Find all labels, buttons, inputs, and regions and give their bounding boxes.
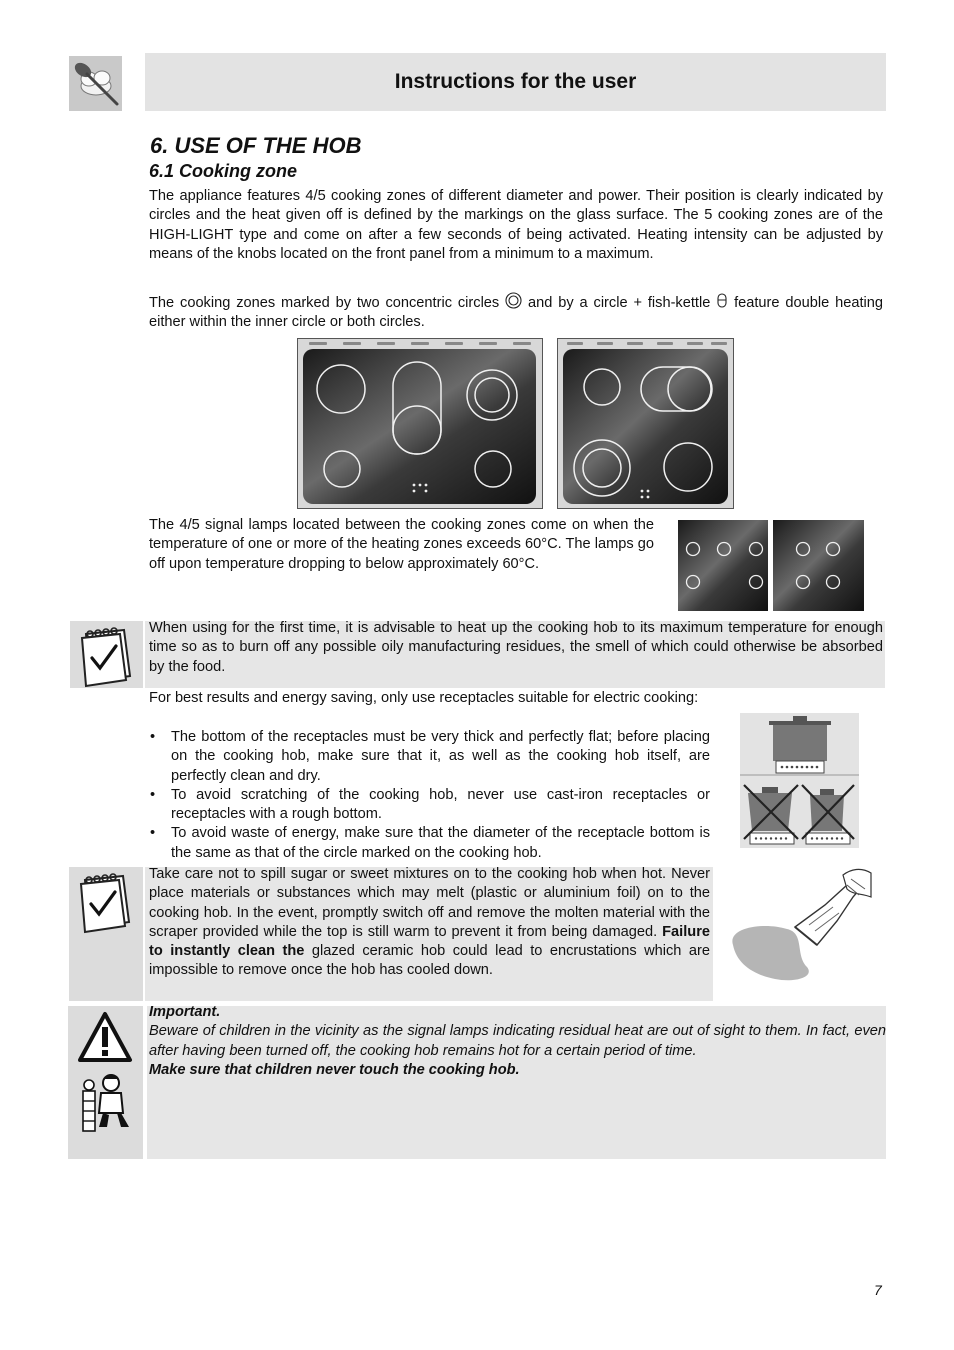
list-item: • The bottom of the receptacles must be very thick and perfectly flat; before placing on the cooking hob, make sure that it, as well as the cooking hob itself, are perfectly clean and dry. (149, 728, 710, 786)
list-item: • To avoid scratching of the cooking hob, never use cast-iron receptacles or receptacles with a rough bottom. (149, 786, 710, 825)
sugar-spill-note (149, 865, 710, 981)
warning-heading: Important. (149, 1004, 221, 1020)
double-heating-paragraph (149, 291, 883, 333)
sugar-spill-text-c: glazed ceramic hob could lead to encrustations which are impossible to remove once the hob has cooled down. (149, 943, 710, 979)
warning-body: Beware of children in the vicinity as the signal lamps indicating residual heat are out of sight to them. In fact, even after having been turned off, the cooking hob remains hot for a certain period of time. (149, 1023, 886, 1059)
pots-illustration (740, 713, 859, 848)
section-title: 6. USE OF THE HOB (150, 133, 362, 158)
header-bar (145, 53, 886, 111)
page-number: 7 (874, 1282, 882, 1298)
notepad-check-icon (70, 621, 143, 688)
children-icon (77, 1071, 135, 1138)
list-item: • To avoid waste of energy, make sure that the diameter of the receptacle bottom is the same as that of the circle marked on the cooking hob. (149, 824, 710, 863)
sugar-spill-text-a: Take care not to spill sugar or sweet mixtures on to the cooking hob when hot. Never place materials or substances which may melt (plastic or aluminium foil) on to the cooking hob. In the event, promptly switch off and remove the molten material with the scraper provided while the top is still warm to prevent it from being damaged. (149, 866, 710, 940)
receptacles-list (149, 728, 710, 863)
warning-area (68, 1006, 143, 1159)
notepad-check-icon (69, 867, 143, 1001)
warning-final: Make sure that children never touch the cooking hob. (149, 1061, 520, 1078)
double-heating-text-c: feature double heating either within the inner circle or both circles. (149, 295, 883, 331)
double-circle-icon (505, 295, 522, 311)
receptacles-intro: For best results and energy saving, only use receptacles suitable for electric cooking: (149, 690, 699, 706)
logo-icon (69, 56, 122, 111)
double-heating-text-a: The cooking zones marked by two concentric circles (149, 295, 506, 311)
subsection-title: 6.1 Cooking zone (149, 161, 298, 181)
sugar-spill-emphasis: Failure to instantly clean the (149, 923, 710, 960)
first-use-note: When using for the first time, it is advisable to heat up the cooking hob to its maximum temperature for enough time so as to burn off any possible oily manufacturing residues, the smell of which could otherwise be absorbed by the food. (149, 620, 883, 675)
intro-paragraph: The appliance features 4/5 cooking zones of different diameter and power. Their position is clearly indicated by circles and the heat given off is defined by the markings on the glass surface. The 5 cooking zones are of the HIGH-LIGHT type and come on after a few seconds of being activated. Heating intensity can be adjusted by means of the knobs located on the front panel from a minimum to a maximum. (149, 188, 883, 262)
header-title: Instructions for the user (394, 70, 637, 93)
signal-lamps-illustration (678, 520, 864, 611)
warning-triangle-icon (77, 1011, 133, 1068)
signal-lamps-paragraph: The 4/5 signal lamps located between the cooking zones come on when the temperature of one or more of the heating zones exceeds 60°C. The lamps go off upon temperature dropping to below approximately 60°C. (149, 517, 654, 572)
hob-illustration (297, 338, 734, 509)
fish-kettle-icon (716, 295, 728, 311)
scraper-illustration (725, 867, 875, 987)
warning-text (149, 1003, 886, 1080)
double-heating-text-b: and by a circle + fish-kettle (522, 295, 717, 311)
